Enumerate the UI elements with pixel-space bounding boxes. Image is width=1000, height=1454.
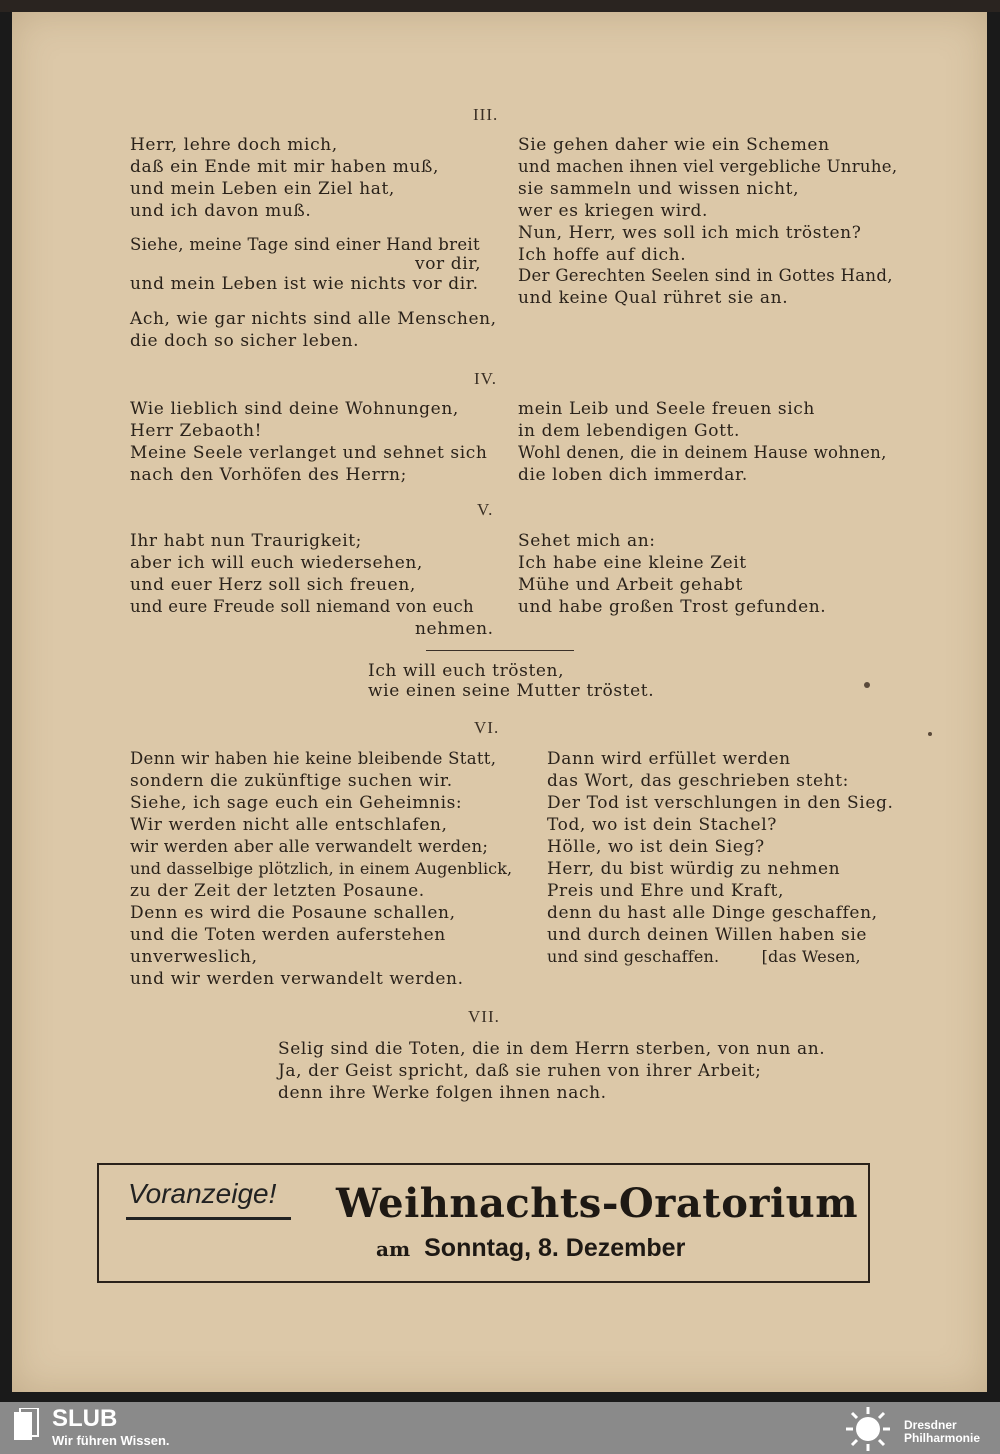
paper-speck bbox=[864, 682, 870, 688]
verse-line: Sie gehen daher wie ein Schemen bbox=[518, 135, 830, 155]
verse-line: und ich davon muß. bbox=[130, 201, 312, 221]
verse-line: wir werden aber alle verwandelt werden; bbox=[130, 837, 489, 856]
verse-line: zu der Zeit der letzten Posaune. bbox=[130, 881, 425, 901]
verse-line: und eure Freude soll niemand von euch bbox=[130, 597, 474, 616]
section-numeral-iv: IV. bbox=[474, 369, 497, 388]
verse-line: Mühe und Arbeit gehabt bbox=[518, 575, 743, 595]
verse-line: und habe großen Trost gefunden. bbox=[518, 597, 827, 617]
verse-line: Herr Zebaoth! bbox=[130, 421, 263, 441]
verse-line: die loben dich immerdar. bbox=[518, 465, 748, 485]
verse-line: und die Toten werden auferstehen bbox=[130, 925, 446, 945]
verse-line: denn ihre Werke folgen ihnen nach. bbox=[278, 1083, 607, 1103]
verse-line-continuation: nehmen. bbox=[415, 619, 494, 639]
verse-line: Hölle, wo ist dein Sieg? bbox=[547, 837, 765, 857]
verse-line: denn du hast alle Dinge geschaffen, bbox=[547, 903, 878, 923]
verse-line: die doch so sicher leben. bbox=[130, 331, 360, 351]
verse-line: Meine Seele verlanget und sehnet sich bbox=[130, 443, 488, 463]
slub-tagline: Wir führen Wissen. bbox=[52, 1433, 170, 1448]
verse-line: Siehe, meine Tage sind einer Hand breit bbox=[130, 235, 480, 254]
verse-line: wie einen seine Mutter tröstet. bbox=[368, 681, 655, 701]
verse-line: Herr, lehre doch mich, bbox=[130, 135, 338, 155]
slub-logo-icon bbox=[12, 1408, 40, 1444]
verse-line: Wohl denen, die in deinem Hause wohnen, bbox=[518, 443, 887, 462]
section-numeral-vi: VI. bbox=[474, 718, 500, 737]
verse-line: Ich will euch trösten, bbox=[368, 661, 565, 681]
verse-line: in dem lebendigen Gott. bbox=[518, 421, 740, 441]
announcement-label: Voranzeige! bbox=[128, 1178, 277, 1209]
verse-line: Denn wir haben hie keine bleibende Statt, bbox=[130, 749, 497, 768]
dp-name-line1: Dresdner bbox=[904, 1418, 957, 1432]
verse-line: Der Tod ist verschlungen in den Sieg. bbox=[547, 793, 894, 813]
verse-line: und euer Herz soll sich freuen, bbox=[130, 575, 416, 595]
announcement-title: Weihnachts-Oratorium bbox=[336, 1180, 859, 1227]
verse-line: und keine Qual rühret sie an. bbox=[518, 288, 789, 308]
verse-line: Wir werden nicht alle entschlafen, bbox=[130, 815, 448, 835]
verse-line: unverweslich, bbox=[130, 947, 258, 967]
verse-line: wer es kriegen wird. bbox=[518, 201, 708, 221]
verse-line: und mein Leben ist wie nichts vor dir. bbox=[130, 274, 479, 294]
verse-line: und machen ihnen viel vergebliche Unruhe, bbox=[518, 157, 898, 176]
verse-line: Nun, Herr, wes soll ich mich trösten? bbox=[518, 223, 862, 243]
verse-line: Ich hoffe auf dich. bbox=[518, 245, 687, 265]
verse-line: sie sammeln und wissen nicht, bbox=[518, 179, 800, 199]
verse-line-continuation: vor dir, bbox=[415, 254, 482, 274]
verse-line: und sind geschaffen. [das Wesen, bbox=[547, 947, 861, 966]
verse-line: mein Leib und Seele freuen sich bbox=[518, 399, 815, 419]
verse-line: und dasselbige plötzlich, in einem Augenblick, bbox=[130, 859, 513, 878]
verse-line: Tod, wo ist dein Stachel? bbox=[547, 815, 777, 835]
verse-line: Wie lieblich sind deine Wohnungen, bbox=[130, 399, 459, 419]
verse-line: und wir werden verwandelt werden. bbox=[130, 969, 464, 989]
verse-line: Der Gerechten Seelen sind in Gottes Hand, bbox=[518, 266, 893, 285]
dp-name-line2: Philharmonie bbox=[904, 1431, 981, 1445]
verse-line: und mein Leben ein Ziel hat, bbox=[130, 179, 395, 199]
verse-line: Ihr habt nun Traurigkeit; bbox=[130, 531, 362, 551]
verse-line: Preis und Ehre und Kraft, bbox=[547, 881, 784, 901]
verse-line: Sehet mich an: bbox=[518, 531, 656, 551]
verse-line: nach den Vorhöfen des Herrn; bbox=[130, 465, 407, 485]
slub-name: SLUB bbox=[52, 1405, 118, 1432]
dresdner-philharmonie-name bbox=[904, 1419, 980, 1445]
verse-line: Herr, du bist würdig zu nehmen bbox=[547, 859, 841, 879]
verse-line: Denn es wird die Posaune schallen, bbox=[130, 903, 456, 923]
verse-line: das Wort, das geschrieben steht: bbox=[547, 771, 849, 791]
verse-line: und durch deinen Willen haben sie bbox=[547, 925, 868, 945]
section-numeral-vii: VII. bbox=[468, 1007, 500, 1026]
date-value: Sonntag, 8. Dezember bbox=[424, 1234, 686, 1262]
verse-line: Ach, wie gar nichts sind alle Menschen, bbox=[130, 309, 497, 329]
verse-line: daß ein Ende mit mir haben muß, bbox=[130, 157, 440, 177]
date-prefix: am bbox=[376, 1237, 411, 1261]
verse-line: Ja, der Geist spricht, daß sie ruhen von ihrer Arbeit; bbox=[278, 1061, 762, 1081]
section-numeral-v: V. bbox=[477, 500, 494, 519]
scan-top-edge bbox=[0, 0, 1000, 12]
announcement-label-underline bbox=[126, 1217, 291, 1220]
verse-line: Selig sind die Toten, die in dem Herrn sterben, von nun an. bbox=[278, 1039, 826, 1059]
announcement-date bbox=[376, 1234, 685, 1263]
verse-line: Dann wird erfüllet werden bbox=[547, 749, 791, 769]
verse-line: Ich habe eine kleine Zeit bbox=[518, 553, 747, 573]
dresdner-philharmonie-sun-icon bbox=[842, 1405, 894, 1453]
paper-speck bbox=[928, 732, 932, 736]
verse-line: sondern die zukünftige suchen wir. bbox=[130, 771, 453, 791]
section-numeral-iii: III. bbox=[473, 105, 499, 124]
verse-line: Siehe, ich sage euch ein Geheimnis: bbox=[130, 793, 463, 813]
divider-line bbox=[426, 650, 574, 651]
verse-line: aber ich will euch wiedersehen, bbox=[130, 553, 423, 573]
